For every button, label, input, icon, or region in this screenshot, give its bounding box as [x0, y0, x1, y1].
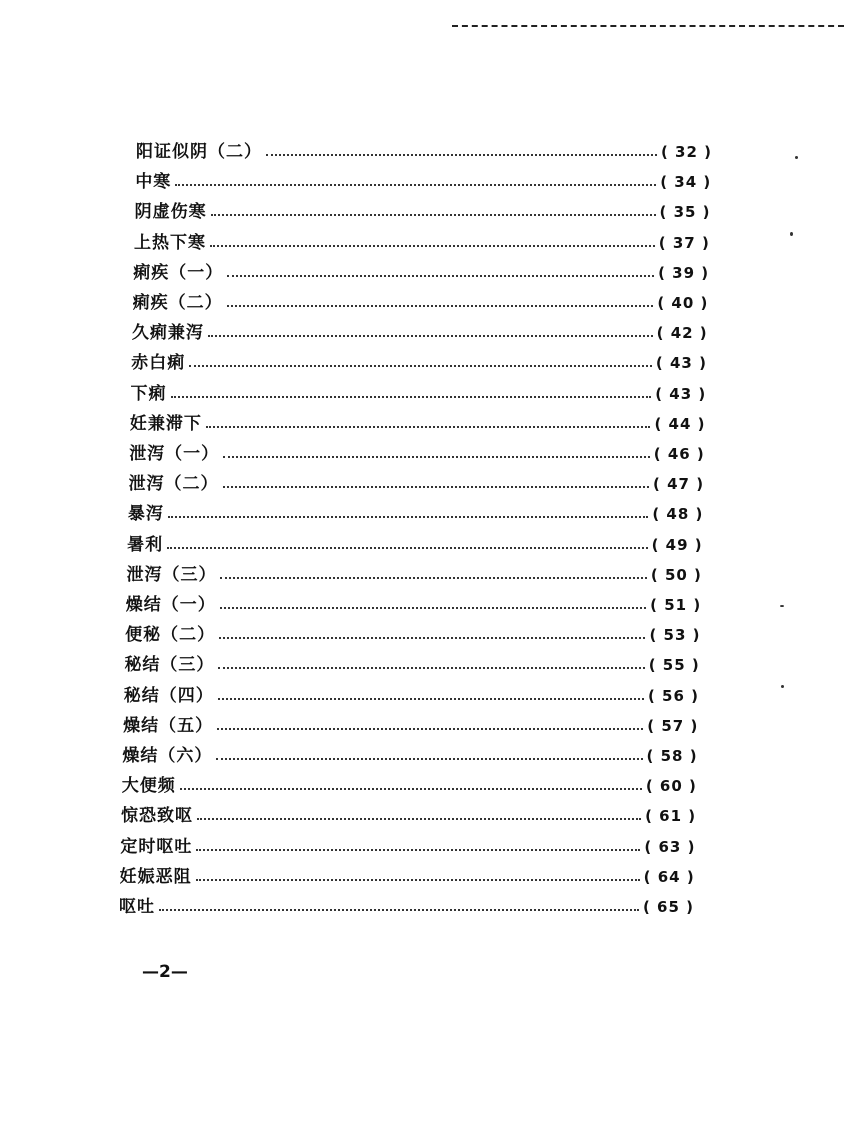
toc-dot-leader [206, 426, 651, 428]
toc-entry-title: 呕吐 [119, 897, 155, 917]
toc-entry [122, 774, 697, 798]
toc-dot-leader [227, 275, 654, 277]
toc-entry [122, 744, 697, 768]
toc-entry [128, 502, 704, 526]
toc-entry-page: ( 60 ) [645, 777, 697, 796]
toc-entry-page: ( 57 ) [647, 716, 699, 735]
toc-entry [120, 835, 695, 859]
toc-entry-title: 痢疾（一） [133, 262, 224, 283]
toc-entry [125, 623, 700, 647]
toc-entry [129, 472, 705, 496]
toc-entry-page: ( 32 ) [660, 143, 712, 161]
toc-entry-title: 下痢 [130, 383, 167, 404]
toc-entry [120, 865, 695, 889]
toc-dot-leader [216, 758, 642, 760]
toc-entry-page: ( 65 ) [642, 898, 694, 916]
toc-entry-title: 燥结（六） [122, 746, 213, 766]
toc-dot-leader [208, 335, 653, 337]
toc-entry-page: ( 43 ) [655, 354, 707, 373]
toc-entry-title: 上热下寒 [133, 232, 206, 253]
toc-dot-leader [171, 396, 652, 398]
toc-entry [134, 231, 710, 255]
toc-dot-leader [189, 365, 652, 367]
toc-entry-page: ( 37 ) [658, 233, 710, 252]
scan-speck [780, 605, 784, 607]
toc-dot-leader [167, 547, 647, 549]
toc-entry-page: ( 43 ) [655, 384, 707, 403]
toc-entry-title: 阴虚伤寒 [134, 202, 207, 223]
toc-entry-title: 惊恐致呕 [121, 806, 194, 827]
toc-entry [123, 714, 698, 738]
toc-entry-title: 痢疾（二） [132, 293, 223, 313]
toc-entry [136, 140, 712, 164]
toc-dot-leader [180, 788, 642, 790]
toc-entry-title: 泄泻（一） [129, 444, 220, 464]
toc-dot-leader [223, 486, 650, 488]
toc-entry-page: ( 48 ) [652, 505, 704, 524]
toc-dot-leader [218, 698, 644, 700]
toc-entry-page: ( 53 ) [649, 626, 701, 645]
toc-entry-title: 秘结（四） [123, 685, 214, 706]
toc-entry [133, 291, 709, 315]
scan-speck [781, 685, 784, 688]
toc-dot-leader [220, 577, 646, 579]
toc-entry-page: ( 56 ) [647, 686, 700, 705]
toc-entry [124, 684, 699, 708]
toc-entry-page: ( 47 ) [653, 475, 705, 494]
toc-entry [124, 653, 699, 677]
toc-entry-title: 燥结（一） [125, 595, 216, 615]
toc-dot-leader [220, 607, 646, 609]
toc-dot-leader [175, 184, 656, 186]
toc-entry-title: 中寒 [135, 172, 172, 193]
toc-entry [132, 321, 708, 345]
toc-dot-leader [211, 214, 656, 216]
toc-dot-leader [159, 909, 639, 911]
toc-entry-page: ( 64 ) [643, 867, 695, 886]
toc-dot-leader [227, 305, 654, 307]
toc-entry [126, 563, 701, 587]
toc-entry [126, 593, 701, 617]
toc-entry [129, 442, 705, 466]
toc-entry-page: ( 39 ) [658, 263, 710, 282]
toc-entry-title: 赤白痢 [131, 353, 186, 374]
scan-speck [795, 156, 798, 159]
toc-dot-leader [196, 879, 640, 881]
toc-dot-leader [223, 456, 650, 458]
toc-dot-leader [218, 667, 644, 669]
toc-dot-leader [266, 154, 657, 156]
toc-entry-page: ( 35 ) [659, 203, 711, 222]
toc-dot-leader [219, 637, 645, 639]
toc-entry [135, 200, 711, 224]
toc-entry [119, 895, 694, 919]
toc-entry-page: ( 50 ) [650, 565, 702, 584]
toc-dot-leader [168, 516, 648, 518]
toc-dot-leader [196, 849, 640, 851]
toc-entry [121, 804, 696, 828]
toc-entry-page: ( 49 ) [651, 535, 703, 554]
toc-entry [135, 170, 711, 194]
toc-entry-page: ( 42 ) [656, 324, 708, 343]
toc-entry-title: 秘结（三） [124, 655, 215, 676]
toc-entry-page: ( 40 ) [657, 294, 709, 312]
toc-entry-page: ( 55 ) [648, 656, 700, 675]
toc-entry-title: 定时呕吐 [120, 836, 193, 857]
toc-entry-page: ( 44 ) [654, 414, 706, 433]
toc-dot-leader [197, 818, 641, 820]
toc-entry-page: ( 46 ) [653, 445, 705, 463]
toc-entry-title: 大便频 [121, 776, 176, 797]
toc-entry-title: 泄泻（二） [128, 474, 219, 495]
toc-entry-title: 暴泻 [127, 504, 164, 525]
toc-entry-page: ( 34 ) [660, 173, 712, 192]
toc-entry [133, 261, 709, 285]
page-number: —2— [142, 962, 188, 982]
toc-entry-title: 阳证似阴（二） [136, 142, 262, 162]
toc-entry [130, 412, 706, 436]
toc-entry-title: 暑利 [127, 534, 164, 555]
toc-entry-page: ( 58 ) [646, 747, 698, 765]
toc-entry-title: 便秘（二） [125, 625, 216, 646]
toc-entry-title: 泄泻（三） [126, 564, 217, 585]
toc-entry-title: 妊兼滞下 [129, 413, 202, 434]
toc-entry [131, 351, 707, 375]
toc-entry-page: ( 51 ) [650, 596, 702, 614]
scan-speck [790, 232, 793, 236]
toc-entry [131, 382, 707, 406]
toc-entry-title: 久痢兼泻 [131, 323, 204, 344]
toc-dot-leader [217, 728, 643, 730]
toc-dot-leader [210, 245, 655, 247]
toc-entry-page: ( 63 ) [644, 837, 696, 856]
toc-entry-page: ( 61 ) [645, 807, 697, 826]
toc-entry-title: 妊娠恶阻 [119, 866, 192, 887]
toc-entry [127, 533, 702, 557]
toc-entry-title: 燥结（五） [123, 715, 214, 736]
